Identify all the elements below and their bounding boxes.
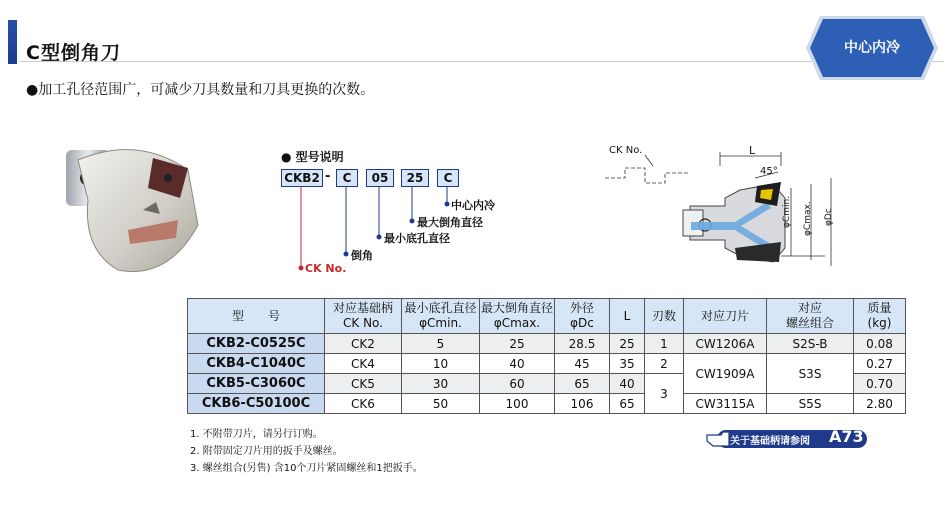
header-cmin: 最小底孔直径 φCmin. [402,299,480,334]
table-row [188,394,906,414]
cell-model: CKB4-C1040C [188,354,325,374]
cell-ck: CK4 [325,354,402,374]
cell-cmax: 40 [480,354,555,374]
label-min-bore-dia: 最小底孔直径 [384,232,450,245]
cell-insert: CW1909A [684,354,767,394]
cell-cmax: 60 [480,374,555,394]
header-cmax: 最大倒角直径 φCmax. [480,299,555,334]
cell-dc: 106 [555,394,610,414]
drawing-cmin: φCmin. [782,195,792,228]
coolant-badge-label: 中心内冷 [844,40,900,56]
cell-dc: 65 [555,374,610,394]
table-row [188,354,906,374]
header-mass: 质量 (kg) [854,299,906,334]
cell-insert: CW1206A [684,334,767,354]
cell-model: CKB6-C50100C [188,394,325,414]
label-chamfer: 倒角 [351,249,373,262]
cell-cmax: 100 [480,394,555,414]
label-max-chamfer-dia: 最大倒角直径 [417,216,483,229]
cell-cmin: 10 [402,354,480,374]
note-1: 1. 不附带刀片，请另行订购。 [190,429,323,440]
intro-text: ●加工孔径范围广，可减少刀具数量和刀具更换的次数。 [26,82,375,98]
drawing-ck-no: CK No. [609,145,643,156]
cell-edges: 1 [645,334,684,354]
cell-mass: 0.27 [854,354,906,374]
cell-cmin: 5 [402,334,480,354]
cell-screw: S5S [767,394,854,414]
reference-text: 关于基础柄请参阅 [730,436,810,447]
cell-mass: 2.80 [854,394,906,414]
cell-screw: S3S [767,354,854,394]
reference-page[interactable]: A73 [829,427,864,446]
drawing-angle: 45° [760,166,778,177]
code-max-dia: 25 [401,169,429,187]
note-3: 3. 螺丝组合(另售) 含10个刀片紧固螺丝和1把扳手。 [190,463,423,474]
code-series: CKB2 [281,169,323,187]
cell-cmin: 30 [402,374,480,394]
cell-cmin: 50 [402,394,480,414]
drawing-length: L [749,144,756,157]
drawing-dc: φDc [824,208,834,226]
table-header-row [188,299,906,334]
cell-length: 25 [610,334,645,354]
cell-model: CKB2-C0525C [188,334,325,354]
code-chamfer: C [336,169,358,187]
dimension-drawing [595,138,860,278]
cell-ck: CK2 [325,334,402,354]
cell-mass: 0.08 [854,334,906,354]
table-row [188,334,906,354]
header-dc: 外径 φDc [555,299,610,334]
cell-insert: CW3115A [684,394,767,414]
label-ck-no: CK No. [305,262,347,275]
designation-heading: ● 型号说明 [281,150,344,164]
header-ck: 对应基础柄 CK No. [325,299,402,334]
cell-model: CKB5-C3060C [188,374,325,394]
cell-edges: 2 [645,354,684,374]
title-accent-bar [8,20,17,64]
header-screw: 对应 螺丝组合 [767,299,854,334]
product-photo [48,140,218,290]
cell-ck: CK5 [325,374,402,394]
header-model: 型 号 [188,299,325,334]
code-min-dia: 05 [366,169,394,187]
cell-length: 35 [610,354,645,374]
header-insert: 对应刀片 [684,299,767,334]
header-length: L [610,299,645,334]
spec-table [187,298,906,414]
note-2: 2. 附带固定刀片用的扳手及螺丝。 [190,446,343,457]
cell-length: 65 [610,394,645,414]
cell-cmax: 25 [480,334,555,354]
cell-ck: CK6 [325,394,402,414]
drawing-cmax: φCmax. [803,201,813,236]
code-coolant: C [437,169,459,187]
cell-dc: 45 [555,354,610,374]
cell-length: 40 [610,374,645,394]
label-internal-coolant: 中心内冷 [451,199,495,212]
cell-screw: S2S-B [767,334,854,354]
cell-dc: 28.5 [555,334,610,354]
cell-mass: 0.70 [854,374,906,394]
code-dash: - [325,169,331,184]
header-edges: 刃数 [645,299,684,334]
cell-edges: 3 [645,374,684,414]
page-title: C型倒角刀 [26,42,121,64]
